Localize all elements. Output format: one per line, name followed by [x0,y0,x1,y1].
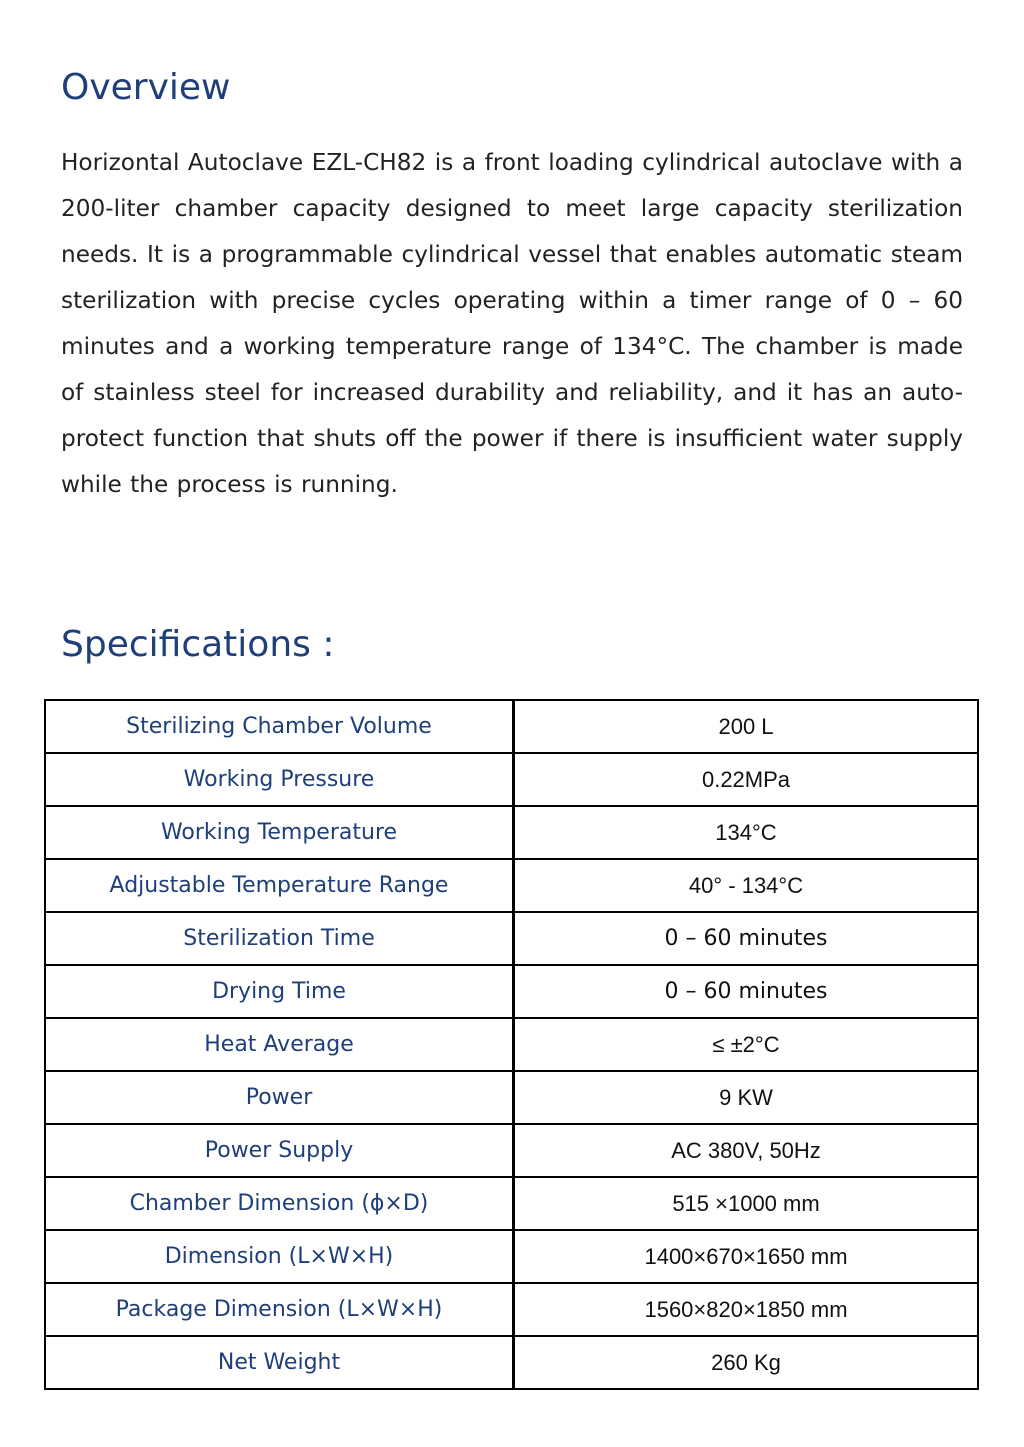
spec-value: 40° - 134°C [514,859,979,912]
spec-row [45,912,978,965]
spec-label: Dimension (L×W×H) [45,1230,514,1283]
spec-value: 200 L [514,700,979,753]
spec-label: Heat Average [45,1018,514,1071]
spec-value: ≤ ±2°C [514,1018,979,1071]
spec-row [45,965,978,1018]
overview-paragraph: Horizontal Autoclave EZL-CH82 is a front loading cylindrical autoclave with a 200-liter chamber capacity designed to meet large capacity sterilization needs. It is a programmable cylindrical vessel that enables automatic steam sterilization with precise cycles operating within a timer range of 0 – 60 minutes and a working temperature range of 134°C. The chamber is made of stainless steel for increased durability and reliability, and it has an auto-protect function that shuts off the power if there is insufficient water supply while the process is running. [61,149,963,498]
spec-row [45,1018,978,1071]
spec-value: 1400×670×1650 mm [514,1230,979,1283]
overview-heading: Overview [61,67,231,108]
spec-row [45,859,978,912]
spec-row [45,700,978,753]
spec-row [45,1283,978,1336]
spec-value: 260 Kg [514,1336,979,1389]
spec-label: Working Temperature [45,806,514,859]
spec-value: 9 KW [514,1071,979,1124]
spec-row [45,1336,978,1389]
spec-row [45,1177,978,1230]
spec-row [45,753,978,806]
specifications-heading: Specifications : [61,624,335,665]
spec-label: Chamber Dimension (ϕ×D) [45,1177,514,1230]
spec-row [45,1230,978,1283]
spec-value: 0 – 60 minutes [514,965,979,1018]
spec-row [45,806,978,859]
spec-value: 0.22MPa [514,753,979,806]
spec-label: Adjustable Temperature Range [45,859,514,912]
spec-value: 1560×820×1850 mm [514,1283,979,1336]
spec-label: Net Weight [45,1336,514,1389]
spec-value: AC 380V, 50Hz [514,1124,979,1177]
spec-label: Power [45,1071,514,1124]
spec-value: 0 – 60 minutes [514,912,979,965]
spec-label: Package Dimension (L×W×H) [45,1283,514,1336]
spec-value: 134°C [514,806,979,859]
spec-label: Drying Time [45,965,514,1018]
spec-row [45,1071,978,1124]
spec-row [45,1124,978,1177]
specifications-table [44,699,979,1390]
spec-label: Sterilizing Chamber Volume [45,700,514,753]
spec-label: Power Supply [45,1124,514,1177]
spec-label: Working Pressure [45,753,514,806]
spec-label: Sterilization Time [45,912,514,965]
spec-value: 515 ×1000 mm [514,1177,979,1230]
